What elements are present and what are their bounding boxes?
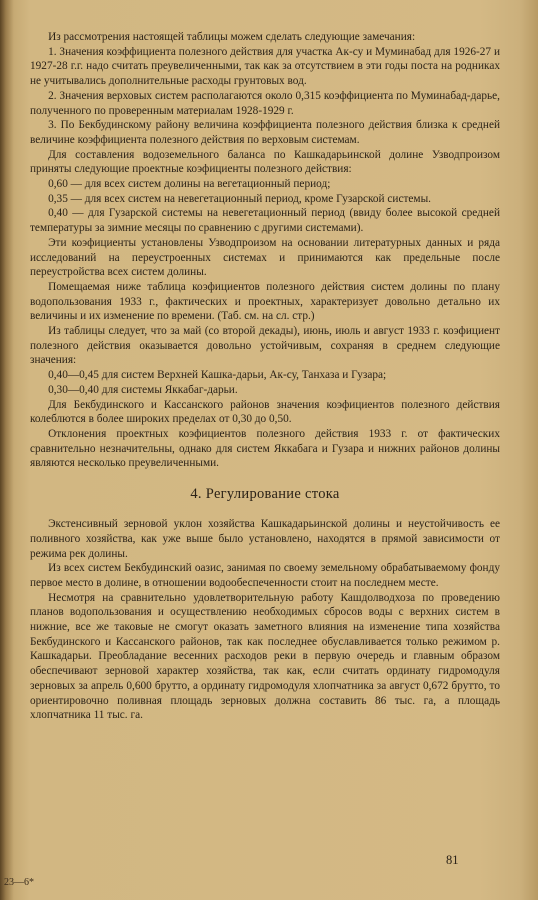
page-text: [30, 30, 500, 723]
paragraph: 2. Значения верховых систем располагаются около 0,315 коэффициента по Муминабад-дарье, полученного по проверенным материалам 1928-1929 г.: [30, 89, 500, 117]
paragraph: Из рассмотрения настоящей таблицы можем сделать следующие замечания:: [48, 31, 416, 43]
paragraph: 0,30—0,40 для системы Яккабаг-дарьи.: [48, 383, 238, 396]
paragraph: 0,40—0,45 для систем Верхней Кашка-дарьи, Ак-су, Танхаза и Гузара;: [48, 369, 387, 382]
paragraph: Отклонения проектных коэфициентов полезного действия 1933 г. от фактических сравнительно незначительны, однако для систем Яккабага и Гузара и нижних районов долины являются несколько преувеличенными.: [30, 427, 500, 470]
paragraph: Из всех систем Бекбудинский оазис, занимая по своему земельному обрабатываемому фонду первое место в долине, в отношении водообеспеченности стоит на последнем месте.: [30, 562, 500, 589]
paragraph: Помещаемая ниже таблица коэфициентов полезного действия систем долины по плану водопользования 1933 г., фактических и проектных, характеризует довольно детально их величины и их изменение по времени. (Таб. см. на сл. стр.): [30, 280, 500, 323]
paragraph: Из таблицы следует, что за май (со второй декады), июнь, июль и август 1933 г. коэфициент полезного действия оказывается довольно устойчивым, сохраняя в среднем следующие значения:: [30, 325, 500, 367]
paragraph: Несмотря на сравнительно удовлетворительную работу Кашдолводхоза по проведению планов водопользования и осуществлению необходимых сбросов воды с верхних систем в нижние, все же таковые не смогут оказать заметного влияния на изменение типа хозяйства Бекбудинского и Кассанского районов, так как последнее обуславливается только режимом р. Кашкадарьи. Преобладание весенних расходов реки в первую очередь и главным образом обеспечивают зерновой характер хозяйства, так как, если считать ординату гидромодуля зерновых за апрель 0,600 брутто, а ординату гидромодуля хлопчатника за август 0,672 брутто, то ориентировочно поливная площадь зерновых должна составить 86 тыс. га, а площадь хлопчатника 11 тыс. га.: [30, 591, 500, 722]
paragraph: Для Бекбудинского и Кассанского районов значения коэфициентов полезного действия колеблются в более широких пределах от 0,30 до 0,50.: [30, 398, 500, 426]
page-number: 81: [446, 853, 459, 867]
text-block-top: [30, 30, 500, 471]
paragraph: 3. По Бекбудинскому району величина коэффициента полезного действия близка к средней величине коэффициента полезного действия по верховым системам.: [30, 119, 500, 146]
text-block-bottom: [30, 517, 500, 723]
paragraph: 1. Значения коэффициента полезного действия для участка Ак-су и Муминабад для 1926-27 и 1927-28 г.г. надо считать преувеличенными, так как за отсутствием в эти годы поста на родниках не учитывались дополнительные расходы грунтовых вод.: [30, 45, 500, 88]
paragraph: 0,60 — для всех систем долины на вегетационный период;: [48, 178, 331, 191]
signature-mark: 23—6*: [4, 877, 34, 888]
paragraph: Эти коэфициенты установлены Узводпроизом на основании литературных данных и ряда исследований на переустроенных системах и принимаются как предельные после переустройства всех систем долины.: [30, 236, 500, 279]
paragraph: Экстенсивный зерновой уклон хозяйства Кашкадарьинской долины и неустойчивость ее поливного хозяйства, как уже выше было установлено, находятся в прямой зависимости от режима рек долины.: [30, 518, 500, 560]
paragraph: Для составления водоземельного баланса по Кашкадарьинской долине Узводпроизом приняты следующие проектные коэфициенты полезного действия:: [30, 148, 500, 176]
paragraph: 0,40 — для Гузарской системы на невегетационный период (ввиду более высокой средней температуры за зимние месяцы по сравнению с другими системами).: [30, 207, 500, 235]
paragraph: 0,35 — для всех систем на невегетационный период, кроме Гузарской системы.: [48, 192, 431, 205]
section-heading: 4. Регулирование стока: [190, 486, 340, 503]
